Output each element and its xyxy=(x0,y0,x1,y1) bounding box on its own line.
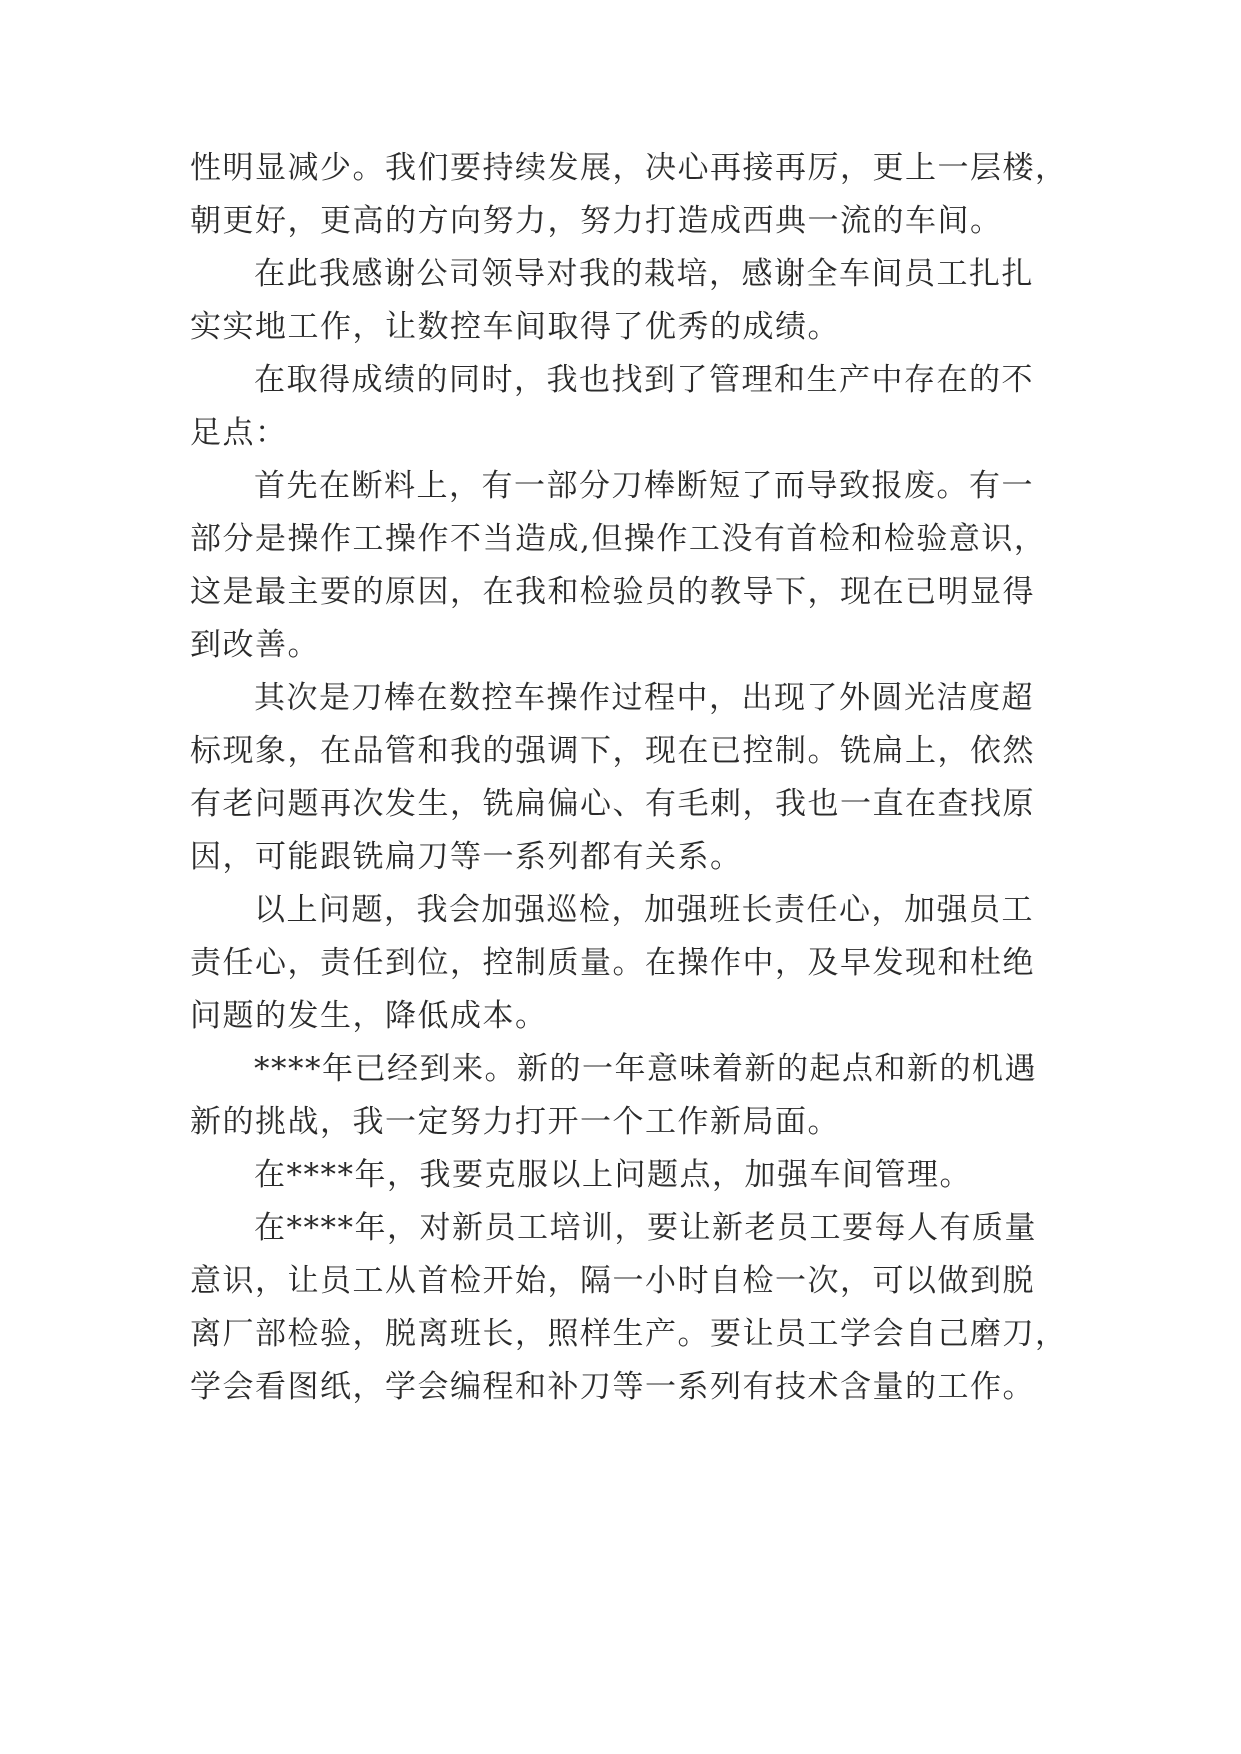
paragraph-first-line: 其次是刀棒在数控车操作过程中，出现了外圆光洁度超 xyxy=(254,680,1034,716)
text-line: 因，可能跟铣扁刀等一系列都有关系。 xyxy=(190,839,743,875)
paragraph-first-line: ****年已经到来。新的一年意味着新的起点和新的机遇 xyxy=(254,1051,1037,1087)
text-line: 意识，让员工从首检开始，隔一小时自检一次，可以做到脱 xyxy=(190,1263,1035,1299)
text-line: 问题的发生，降低成本。 xyxy=(190,998,548,1034)
text-line: 责任心，责任到位，控制质量。在操作中，及早发现和杜绝 xyxy=(190,945,1035,981)
text-line: 实实地工作，让数控车间取得了优秀的成绩。 xyxy=(190,309,840,345)
paragraph-first-line: 在取得成绩的同时，我也找到了管理和生产中存在的不 xyxy=(254,362,1034,398)
text-line: 学会看图纸，学会编程和补刀等一系列有技术含量的工作。 xyxy=(190,1369,1035,1405)
paragraph-first-line: 在****年，我要克服以上问题点，加强车间管理。 xyxy=(254,1157,972,1193)
text-line: 有老问题再次发生，铣扁偏心、有毛刺，我也一直在查找原 xyxy=(190,786,1035,822)
paragraph-first-line: 在****年，对新员工培训，要让新老员工要每人有质量 xyxy=(254,1210,1037,1246)
text-line: 标现象，在品管和我的强调下，现在已控制。铣扁上，依然 xyxy=(190,733,1035,769)
text-line: 新的挑战，我一定努力打开一个工作新局面。 xyxy=(190,1104,840,1140)
text-line: 部分是操作工操作不当造成,但操作工没有首检和检验意识， xyxy=(190,521,1047,557)
text-line: 这是最主要的原因，在我和检验员的教导下，现在已明显得 xyxy=(190,574,1035,610)
text-line: 足点： xyxy=(190,415,288,451)
text-line: 性明显减少。我们要持续发展，决心再接再厉，更上一层楼， xyxy=(190,150,1068,186)
text-line: 朝更好，更高的方向努力，努力打造成西典一流的车间。 xyxy=(190,203,1003,239)
paragraph-first-line: 首先在断料上，有一部分刀棒断短了而导致报废。有一 xyxy=(254,468,1034,504)
paragraph-first-line: 在此我感谢公司领导对我的栽培，感谢全车间员工扎扎 xyxy=(254,256,1034,292)
text-line: 到改善。 xyxy=(190,627,320,663)
text-line: 离厂部检验，脱离班长，照样生产。要让员工学会自己磨刀， xyxy=(190,1316,1068,1352)
paragraph-first-line: 以上问题，我会加强巡检，加强班长责任心，加强员工 xyxy=(254,892,1034,928)
